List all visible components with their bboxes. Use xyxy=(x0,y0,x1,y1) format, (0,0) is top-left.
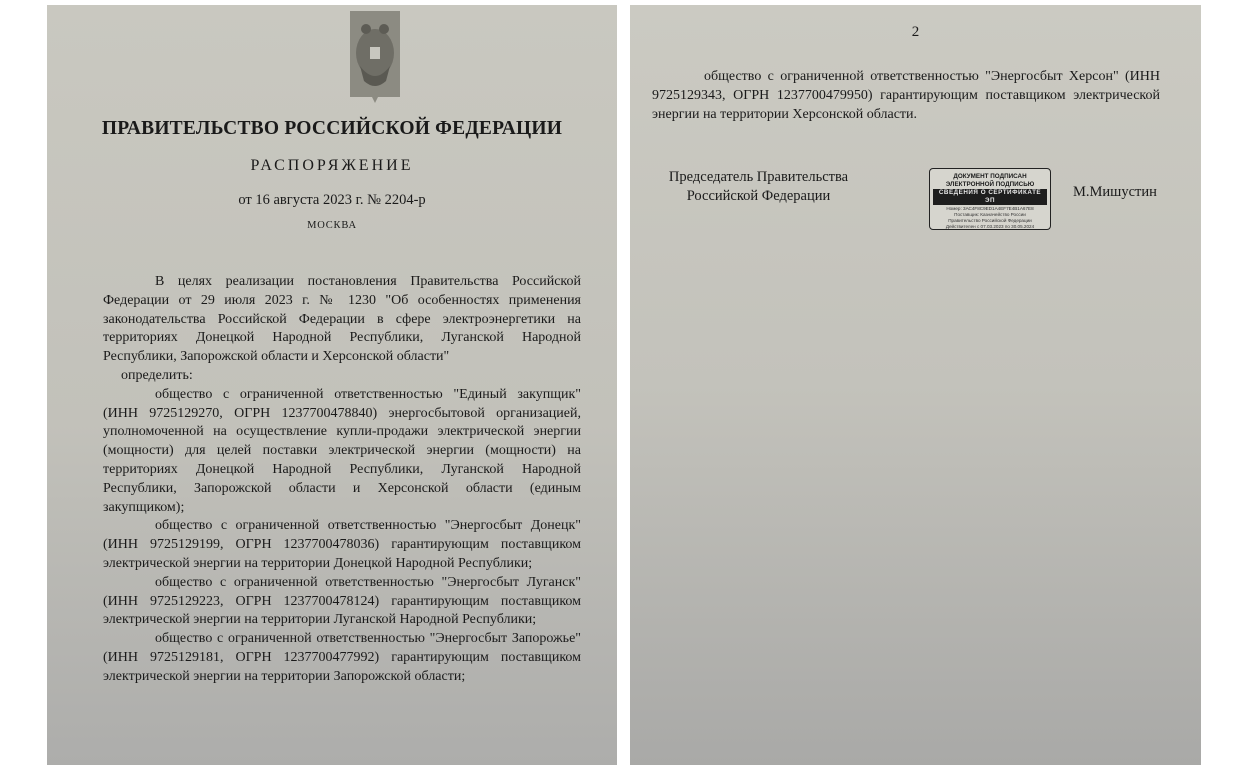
determine-paragraph: определить: xyxy=(121,367,193,383)
stamp-validity: Действителен с 07.03.2023 по 30.05.2024 xyxy=(945,224,1035,229)
document-page-1 xyxy=(47,5,617,765)
stamp-certificate-bar: СВЕДЕНИЯ О СЕРТИФИКАТЕ ЭП xyxy=(933,189,1047,205)
document-page-2 xyxy=(630,5,1201,765)
list-item: общество с ограниченной ответственностью "Энергосбыт Херсон" (ИНН 9725129343, ОГРН 1237700479950) гарантирующим поставщиком электрической энергии на территории Херсонской области. xyxy=(652,69,1160,122)
document-body xyxy=(103,273,581,687)
stamp-line1: ДОКУМЕНТ ПОДПИСАН xyxy=(953,173,1027,180)
government-title: ПРАВИТЕЛЬСТВО РОССИЙСКОЙ ФЕДЕРАЦИИ xyxy=(101,118,563,139)
signer-title-line2: Российской Федерации xyxy=(686,188,831,204)
list-item: общество с ограниченной ответственностью "Энергосбыт Луганск" (ИНН 9725129223, ОГРН 1237700478124) гарантирующим поставщиком электрической энергии на территории Луганской Народной Республики; xyxy=(103,574,581,628)
stamp-issuer: Поставщик: Казначейство России xyxy=(954,212,1026,217)
stamp-line2: ЭЛЕКТРОННОЙ ПОДПИСЬЮ xyxy=(945,180,1035,188)
coat-of-arms-icon xyxy=(350,11,400,103)
list-item: общество с ограниченной ответственностью "Энергосбыт Донецк" (ИНН 9725129199, ОГРН 1237700478036) гарантирующим поставщиком электрической энергии на территории Донецкой Народной Республики; xyxy=(103,518,581,571)
signer-title-line1: Председатель Правительства xyxy=(668,169,849,185)
electronic-signature-stamp xyxy=(929,168,1051,230)
preamble-paragraph: В целях реализации постановления Правительства Российской Федерации от 29 июля 2023 г. № 1230 "Об особенностях применения законодательства Российской Федерации в сфере электроэнергетики на территориях Донецкой Народной Республики, Луганской Народной Республики, Запорожской области и Херсонской области" xyxy=(103,274,581,365)
signer-title xyxy=(656,168,861,206)
document-date-number: от 16 августа 2023 г. № 2204-р xyxy=(238,192,426,208)
list-item: общество с ограниченной ответственностью "Энергосбыт Запорожье" (ИНН 9725129181, ОГРН 1237700477992) гарантирующим поставщиком электрической энергии на территории Запорожской области; xyxy=(103,631,581,684)
document-city: МОСКВА xyxy=(307,220,357,231)
stamp-number: Номер: 3АС4F8С9ЕD1А4ЕF7Е4В1А67E8 xyxy=(946,206,1034,211)
page-number: 2 xyxy=(911,24,920,40)
document-body-continued xyxy=(652,67,1160,124)
document-type: РАСПОРЯЖЕНИЕ xyxy=(250,157,414,174)
signer-name: М.Мишустин xyxy=(1073,184,1157,200)
stamp-owner: Правительство Российской Федерации xyxy=(948,218,1032,223)
list-item: общество с ограниченной ответственностью "Единый закупщик" (ИНН 9725129270, ОГРН 1237700478840) энергосбытовой организацией, уполномоченной на осуществление купли-продажи электрической энергии (мощности) для целей поставки электрической энергии (мощности) на территориях Донецкой Народной Республики, Луганской Народной Республики, Запорожской области и Херсонской области (единым закупщиком); xyxy=(103,386,581,515)
